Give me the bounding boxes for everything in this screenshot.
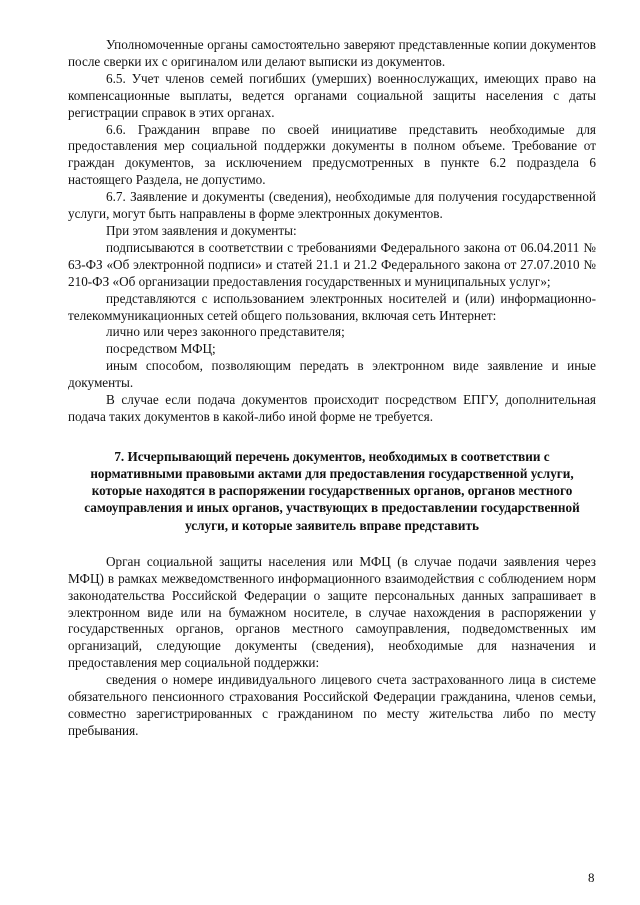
paragraph: 6.7. Заявление и документы (сведения), необходимые для получения государственной услуги, могут быть направлены в форме электронных документов. (68, 189, 596, 222)
paragraph: сведения о номере индивидуального лицевого счета застрахованного лица в системе обязательного пенсионного страхования Российской Федерации гражданина, членов семьи, совместно зарегистрированных с гражданином по месту жительства либо по месту пребывания. (68, 672, 596, 738)
paragraph: подписываются в соответствии с требованиями Федерального закона от 06.04.2011 № 63-ФЗ «Об электронной подписи» и статей 21.1 и 21.2 Федерального закона от 27.07.2010 № 210-ФЗ «Об организации предоставления государственных и муниципальных услуг»; (68, 239, 596, 289)
paragraph: представляются с использованием электронных носителей и (или) информационно-телекоммуникационных сетей общего пользования, включая сеть Интернет: (68, 290, 596, 323)
paragraph: лично или через законного представителя; (106, 324, 345, 340)
paragraph: 6.6. Гражданин вправе по своей инициативе представить необходимые для предоставления мер социальной поддержки документы в полном объеме. Требование от граждан документов, за исключением предусмотренных в пункте 6.2 подраздела 6 настоящего Раздела, не допустимо. (68, 121, 596, 188)
paragraph: Уполномоченные органы самостоятельно заверяют представленные копии документов после сверки их с оригиналом или делают выписки из документов. (68, 37, 596, 69)
paragraph: Орган социальной защиты населения или МФЦ (в случае подачи заявления через МФЦ) в рамках межведомственного информационного взаимодействия с соблюдением норм законодательства Российской Федерации о защите персональных данных запрашивает в электронном виде или на бумажном носителе, в случае нахождения в распоряжении у государственных органов, органов местного самоуправления, подведомственных им организаций, следующие документы (сведения), необходимые для назначения и предоставления мер социальной поддержки: (68, 553, 596, 671)
section-heading: 7. Исчерпывающий перечень документов, необходимых в соответствии с нормативными правовыми актами для предоставления государственной услуги, которые находятся в распоряжении государственных органов, органов местного самоуправления и иных органов, участвующих в предоставлении государственной услуги, и которые заявитель вправе представить (84, 448, 580, 533)
page-number: 8 (588, 870, 595, 885)
document-body (68, 37, 596, 740)
paragraph: посредством МФЦ; (106, 341, 216, 357)
paragraph: При этом заявления и документы: (106, 222, 297, 238)
paragraph: В случае если подача документов происходит посредством ЕПГУ, дополнительная подача таких документов в какой-либо иной форме не требуется. (68, 392, 596, 424)
paragraph: иным способом, позволяющим передать в электронном виде заявление и иные документы. (68, 358, 596, 391)
paragraph: 6.5. Учет членов семей погибших (умерших) военнослужащих, имеющих право на компенсационные выплаты, ведется органами социальной защиты населения с даты регистрации справок в этих органах. (68, 70, 596, 120)
